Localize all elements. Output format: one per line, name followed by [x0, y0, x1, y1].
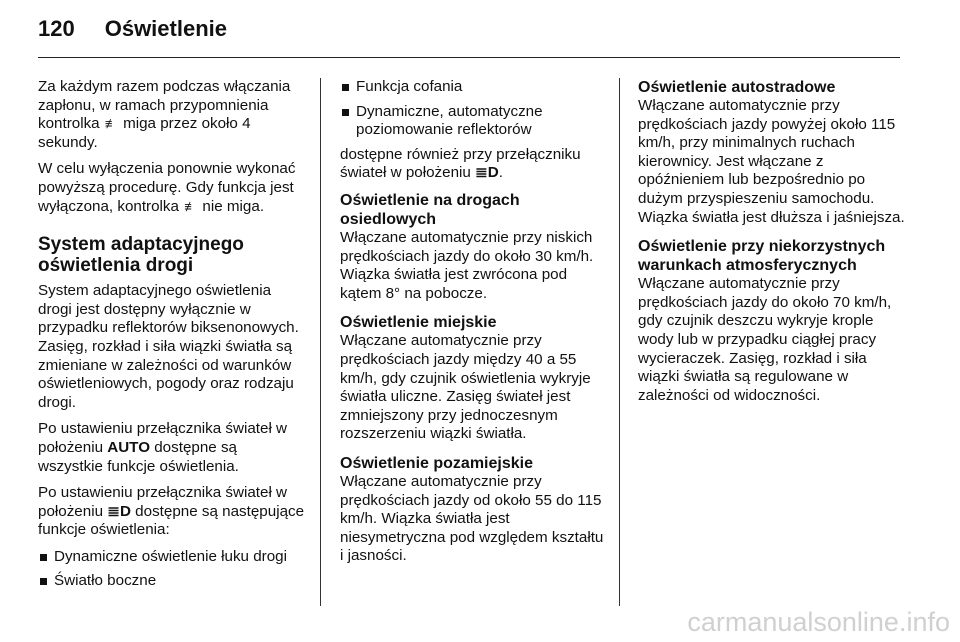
low-beam-icon: ≣D — [107, 502, 131, 520]
subsection-text: Włączane automatycznie przy prędkościach jazdy powyżej około 115 km/h, przy minimalnych ruchach kierownicy. Jest włączane z opóźnieniem lub bezpośrednio po dużym przyspieszeniu samochodu. Wiązka światła jest dłuższa i jaśniejsza. — [638, 97, 905, 226]
paragraph — [340, 146, 608, 183]
subsection — [638, 78, 908, 227]
watermark: carmanualsonline.info — [687, 607, 950, 637]
subsection — [340, 313, 608, 444]
list-item: Światło boczne — [38, 572, 306, 591]
page-title: Oświetlenie — [104, 16, 227, 41]
text: W celu wyłączenia ponownie wykonać powyższą procedurę. Gdy funkcja jest wyłączona, kontrolka — [38, 160, 296, 215]
paragraph — [38, 78, 306, 152]
column-divider — [320, 78, 321, 606]
text: . — [498, 164, 504, 182]
text: miga przez około 4 sekundy. — [38, 115, 251, 151]
subsection-text: Włączane automatycznie przy prędkościach jazdy do około 70 km/h, gdy czujnik deszczu wykryje krople wody lub w przypadku ciągłej pracy wycieraczek. Zasięg, rozkład i siła wiązki światła są regulowane w zależności od widoczności. — [638, 275, 892, 404]
list-item: Dynamiczne, automatyczne poziomowanie reflektorów — [340, 103, 608, 140]
text: dostępne również przy przełączniku świateł w położeniu — [340, 145, 581, 182]
subsection-heading: Oświetlenie pozamiejskie — [340, 454, 533, 472]
column-1 — [38, 78, 306, 597]
subsection-heading: Oświetlenie na drogach osiedlowych — [340, 191, 520, 228]
text: nie miga. — [198, 197, 265, 215]
subsection-text: Włączane automatycznie przy prędkościach jazdy między 40 a 55 km/h, gdy czujnik oświetlenia wykryje światła uliczne. Zasięg świateł jest zmniejszony przy jednoczesnym rozszerzeniu wiązki światła. — [340, 332, 591, 443]
indicator-lamp-icon: ≢ — [184, 198, 198, 214]
low-beam-icon: ≣D — [475, 164, 499, 182]
text: Po ustawieniu przełącznika świateł w położeniu — [38, 484, 288, 520]
page-header — [38, 16, 227, 42]
list-item: Funkcja cofania — [340, 78, 608, 97]
list-item: Dynamiczne oświetlenie łuku drogi — [38, 548, 306, 567]
header-rule — [38, 57, 900, 58]
page-number: 120 — [38, 16, 75, 41]
subsection — [340, 191, 608, 303]
text: dostępne są wszystkie funkcje oświetlenia. — [38, 438, 239, 475]
column-2 — [340, 78, 608, 576]
subsection-heading: Oświetlenie miejskie — [340, 314, 497, 332]
auto-label: AUTO — [107, 438, 151, 456]
column-divider — [619, 78, 620, 606]
subsection-text: Włączane automatycznie przy prędkościach jazdy od około 55 do 115 km/h. Wiązka światła jest niesymetryczna pod względem kształtu i jasności. — [340, 472, 604, 565]
section-heading: System adaptacyjnego oświetlenia drogi — [38, 234, 244, 277]
subsection — [638, 237, 908, 405]
paragraph — [38, 420, 306, 476]
text: Po ustawieniu przełącznika świateł w położeniu — [38, 420, 288, 456]
paragraph — [38, 484, 306, 540]
subsection-heading: Oświetlenie autostradowe — [638, 79, 836, 96]
text: dostępne są następujące funkcje oświetlenia: — [38, 502, 305, 539]
subsection-text: Włączane automatycznie przy niskich prędkościach jazdy do około 30 km/h. Wiązka światła jest zwrócona pod kątem 8° na pobocze. — [340, 228, 594, 302]
text: Za każdym razem podczas włączania zapłonu, w ramach przypomnienia kontrolka — [38, 78, 291, 133]
paragraph: System adaptacyjnego oświetlenia drogi jest dostępny wyłącznie w przypadku reflektorów biksenonowych. Zasięg, rozkład i siła wiązki światła są zmieniane w zależności od warunków oświetleniowych, pogody oraz rodzaju drogi. — [38, 282, 299, 411]
column-3 — [638, 78, 908, 415]
subsection-heading: Oświetlenie przy niekorzystnych warunkach atmosferycznych — [638, 238, 886, 275]
paragraph — [38, 160, 306, 216]
subsection — [340, 454, 608, 566]
indicator-lamp-icon: ≢ — [104, 116, 118, 132]
